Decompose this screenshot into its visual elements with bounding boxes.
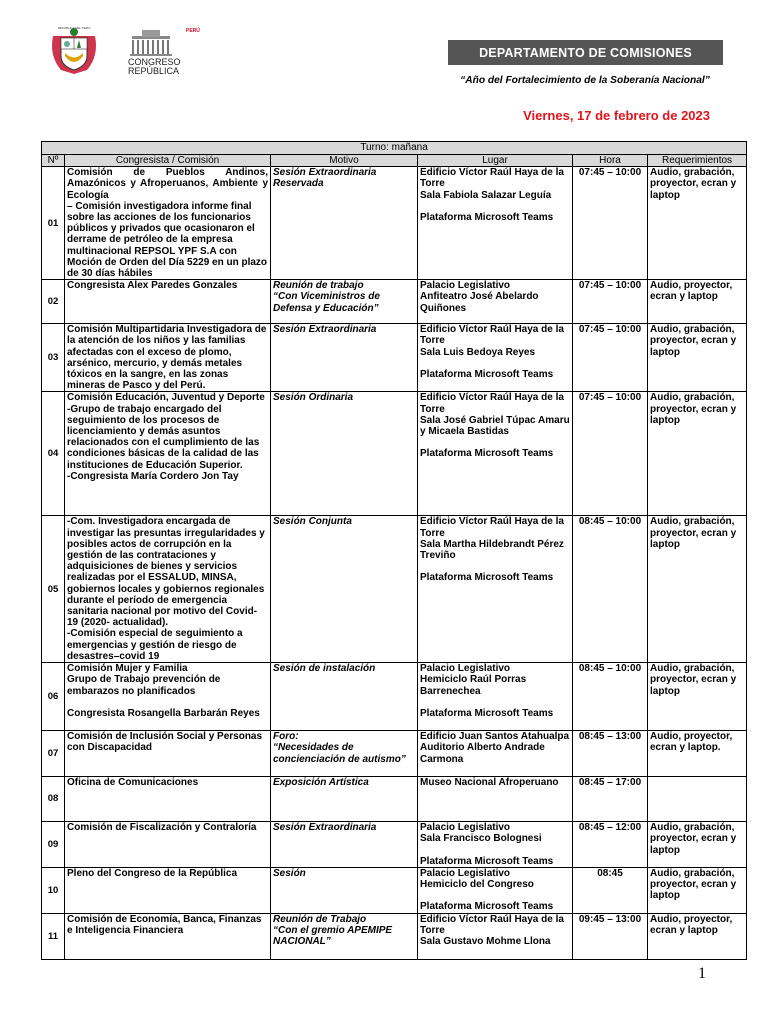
logo-top-text: PERÚ bbox=[186, 28, 200, 34]
place-text: Plataforma Microsoft Teams bbox=[420, 368, 554, 380]
commission-cell bbox=[65, 913, 271, 959]
place-cell bbox=[418, 822, 573, 868]
col-header-requirements: Requerimientos bbox=[648, 155, 747, 167]
table-header-row bbox=[42, 155, 747, 167]
place-text: Plataforma Microsoft Teams bbox=[420, 855, 554, 867]
commission-text: Comisión de Economía, Banca, Finanzas e Inteligencia Financiera bbox=[67, 913, 262, 936]
place-cell bbox=[418, 663, 573, 731]
commission-text: Comisión Mujer y Familia bbox=[67, 663, 188, 675]
commission-text: Grupo de Trabajo prevención de embarazos no planificados bbox=[67, 674, 221, 697]
place-cell bbox=[418, 392, 573, 516]
schedule-table bbox=[41, 141, 747, 960]
place-text: Plataforma Microsoft Teams bbox=[420, 707, 554, 719]
commission-cell bbox=[65, 280, 271, 324]
time-cell: 07:45 – 10:00 bbox=[573, 324, 648, 392]
place-text: Sala Fabiola Salazar Leguía bbox=[420, 189, 552, 201]
col-header-commission: Congresista / Comisión bbox=[65, 155, 271, 167]
place-cell bbox=[418, 324, 573, 392]
motive-cell bbox=[271, 731, 418, 777]
place-cell bbox=[418, 731, 573, 777]
place-text: Hemiciclo Raúl Porras Barrenechea bbox=[420, 674, 527, 697]
time-cell: 09:45 – 13:00 bbox=[573, 913, 648, 959]
motive-cell bbox=[271, 913, 418, 959]
logo-line2: REPÚBLICA bbox=[128, 66, 180, 76]
col-header-place: Lugar bbox=[418, 155, 573, 167]
motive-text: Foro: bbox=[273, 731, 299, 743]
place-cell bbox=[418, 167, 573, 280]
row-number: 04 bbox=[42, 392, 65, 516]
commission-cell bbox=[65, 663, 271, 731]
commission-text: -Grupo de trabajo encargado del seguimiento de los procesos de licenciamiento y demás asuntos relacionados con el cumplimiento de las condiciones básicas de la calidad de las instituciones de Educación Superior. bbox=[67, 403, 260, 471]
place-text: Edificio Víctor Raúl Haya de la Torre bbox=[420, 516, 564, 539]
place-cell bbox=[418, 777, 573, 822]
row-number: 08 bbox=[42, 777, 65, 822]
table-row bbox=[42, 731, 747, 777]
time-cell: 08:45 – 12:00 bbox=[573, 822, 648, 868]
row-number: 10 bbox=[42, 867, 65, 913]
commission-cell bbox=[65, 731, 271, 777]
time-cell: 08:45 – 10:00 bbox=[573, 663, 648, 731]
logo-line1: CONGRESO bbox=[128, 57, 181, 67]
place-text: Hemiciclo del Congreso bbox=[420, 878, 534, 890]
time-cell: 08:45 bbox=[573, 867, 648, 913]
time-cell: 07:45 – 10:00 bbox=[573, 167, 648, 280]
time-cell: 08:45 – 17:00 bbox=[573, 777, 648, 822]
place-text: Sala Gustavo Mohme Llona bbox=[420, 936, 551, 948]
place-text: Palacio Legislativo bbox=[420, 822, 511, 834]
place-text: Edificio Víctor Raúl Haya de la Torre bbox=[420, 392, 564, 415]
place-text: Edificio Víctor Raúl Haya de la Torre bbox=[420, 167, 564, 190]
table-row bbox=[42, 822, 747, 868]
place-text: Sala Martha Hildebrandt Pérez Treviño bbox=[420, 538, 564, 562]
commission-cell bbox=[65, 822, 271, 868]
col-header-number: Nº bbox=[42, 155, 65, 167]
shift-row bbox=[42, 142, 747, 155]
commission-text: – Comisión investigadora informe final sobre las acciones de los funcionarios públicos y privados que ocasionaron el derrame de petróleo de la empresa multinacional REPSOL YPF S.A con Moción de Orden del Día 5229 en un plazo de 30 días hábiles bbox=[67, 200, 268, 280]
requirements-cell: Audio, grabación, proyector, ecran y laptop bbox=[648, 324, 747, 392]
commission-text: Oficina de Comunicaciones bbox=[67, 777, 199, 789]
motive-cell bbox=[271, 516, 418, 663]
commission-text: Comisión Multipartidaria Investigadora de la atención de los niños y las familias afectadas con el exceso de plomo, arsénico, mercurio, y demás metales tóxicos en la sangre, en las zonas mineras de Pasco y del Perú. bbox=[67, 324, 267, 392]
commission-text: Comisión de Pueblos Andinos, Amazónicos y Afroperuanos, Ambiente y Ecología bbox=[67, 167, 268, 201]
requirements-cell: Audio, grabación, proyector, ecran y laptop bbox=[648, 822, 747, 868]
place-text: Sala Francisco Bolognesi bbox=[420, 833, 542, 845]
commission-text: Congresista Rosangella Barbarán Reyes bbox=[67, 707, 260, 719]
place-text: Palacio Legislativo bbox=[420, 867, 511, 879]
commission-text: Comisión de Inclusión Social y Personas con Discapacidad bbox=[67, 731, 263, 754]
motive-cell bbox=[271, 822, 418, 868]
commission-text: Pleno del Congreso de la República bbox=[67, 867, 238, 879]
table-row bbox=[42, 392, 747, 516]
peru-coat-of-arms-icon bbox=[47, 26, 101, 76]
requirements-cell: Audio, grabación, proyector, ecran y laptop bbox=[648, 167, 747, 280]
col-header-motive: Motivo bbox=[271, 155, 418, 167]
place-text: Anfiteatro José Abelardo Quiñones bbox=[420, 291, 539, 314]
motive-text: Sesión Ordinaria bbox=[273, 392, 354, 404]
motive-text: Sesión bbox=[273, 867, 306, 879]
motive-text: Reunión de trabajo bbox=[273, 280, 364, 292]
motive-text: “Con Viceministros de Defensa y Educación” bbox=[273, 291, 380, 314]
motive-text: Sesión Extraordinaria bbox=[273, 167, 377, 179]
requirements-cell: Audio, grabación, proyector, ecran y laptop bbox=[648, 867, 747, 913]
requirements-cell: Audio, grabación, proyector, ecran y laptop bbox=[648, 663, 747, 731]
place-text: Palacio Legislativo bbox=[420, 663, 511, 675]
commission-cell bbox=[65, 167, 271, 280]
table-row bbox=[42, 867, 747, 913]
requirements-cell: Audio, grabación, proyector, ecran y laptop bbox=[648, 392, 747, 516]
motive-text: Sesión Extraordinaria bbox=[273, 822, 377, 834]
motive-cell bbox=[271, 663, 418, 731]
congress-logo bbox=[126, 26, 200, 76]
table-row bbox=[42, 777, 747, 822]
time-cell: 08:45 – 10:00 bbox=[573, 516, 648, 663]
commission-text: Congresista Alex Paredes Gonzales bbox=[67, 280, 238, 292]
place-text: Edificio Víctor Raúl Haya de la Torre bbox=[420, 324, 564, 347]
table-row bbox=[42, 324, 747, 392]
commission-text: -Comisión especial de seguimiento a emergencias y gestión de riesgo de desastres–covid 19 bbox=[67, 628, 243, 662]
row-number: 01 bbox=[42, 167, 65, 280]
place-text: Plataforma Microsoft Teams bbox=[420, 572, 554, 584]
motive-cell bbox=[271, 867, 418, 913]
row-number: 09 bbox=[42, 822, 65, 868]
time-cell: 08:45 – 13:00 bbox=[573, 731, 648, 777]
motive-cell bbox=[271, 167, 418, 280]
commission-cell bbox=[65, 516, 271, 663]
commission-text: -Congresista María Cordero Jon Tay bbox=[67, 470, 239, 482]
place-text: Edificio Víctor Raúl Haya de la Torre bbox=[420, 913, 564, 936]
commission-cell bbox=[65, 324, 271, 392]
motive-text: Sesión Extraordinaria bbox=[273, 324, 377, 336]
motive-cell bbox=[271, 324, 418, 392]
motive-text: Reunión de Trabajo bbox=[273, 913, 367, 925]
commission-text: -Com. Investigadora encargada de investigar las presuntas irregularidades y posibles actos de corrupción en la gestión de las contrataciones y adquisiciones de bienes y servicios realizadas por el ESSALUD, MINSA, gobiernos locales y gobiernos regionales durante el período de emergencia sanitaria nacional por motivo del Covid-19 (2020- actualidad). bbox=[67, 516, 265, 629]
requirements-cell: Audio, proyector, ecran y laptop. bbox=[648, 731, 747, 777]
table-row bbox=[42, 516, 747, 663]
commission-text: Comisión de Fiscalización y Contraloría bbox=[67, 822, 257, 834]
place-text: Plataforma Microsoft Teams bbox=[420, 211, 554, 223]
motive-text: Exposición Artística bbox=[273, 777, 369, 789]
place-text: Plataforma Microsoft Teams bbox=[420, 448, 554, 460]
motive-text: “Necesidades de concienciación de autismo” bbox=[273, 742, 406, 765]
place-text: Auditorio Alberto Andrade Carmona bbox=[420, 742, 545, 765]
place-cell bbox=[418, 867, 573, 913]
place-text: Plataforma Microsoft Teams bbox=[420, 901, 554, 913]
page-number: 1 bbox=[698, 965, 706, 982]
col-header-time: Hora bbox=[573, 155, 648, 167]
requirements-cell bbox=[648, 777, 747, 822]
place-cell bbox=[418, 280, 573, 324]
time-cell: 07:45 – 10:00 bbox=[573, 392, 648, 516]
row-number: 07 bbox=[42, 731, 65, 777]
table-row bbox=[42, 663, 747, 731]
motive-text: “Con el gremio APEMIPE NACIONAL” bbox=[273, 924, 393, 948]
place-cell bbox=[418, 516, 573, 663]
year-motto: “Año del Fortalecimiento de la Soberanía Nacional” bbox=[460, 75, 710, 86]
motive-cell bbox=[271, 392, 418, 516]
shift-label: Turno: mañana bbox=[42, 142, 747, 155]
motive-text: Sesión Conjunta bbox=[273, 516, 352, 528]
commission-cell bbox=[65, 392, 271, 516]
table-row bbox=[42, 280, 747, 324]
requirements-cell: Audio, proyector, ecran y laptop bbox=[648, 913, 747, 959]
place-text: Palacio Legislativo bbox=[420, 280, 511, 292]
place-text: Museo Nacional Afroperuano bbox=[420, 777, 559, 789]
row-number: 06 bbox=[42, 663, 65, 731]
place-text: Edificio Juan Santos Atahualpa bbox=[420, 731, 570, 743]
table-row bbox=[42, 913, 747, 959]
place-cell bbox=[418, 913, 573, 959]
commission-cell bbox=[65, 777, 271, 822]
row-number: 05 bbox=[42, 516, 65, 663]
motive-cell bbox=[271, 777, 418, 822]
department-banner: DEPARTAMENTO DE COMISIONES bbox=[448, 40, 723, 65]
shield-caption: REPÚBLICA DEL PERÚ bbox=[57, 26, 91, 30]
motive-text: Reservada bbox=[273, 178, 324, 190]
row-number: 03 bbox=[42, 324, 65, 392]
commission-text: Comisión Educación, Juventud y Deporte bbox=[67, 392, 265, 404]
motive-cell bbox=[271, 280, 418, 324]
schedule-date: Viernes, 17 de febrero de 2023 bbox=[523, 108, 710, 123]
place-text: Sala Luis Bedoya Reyes bbox=[420, 346, 536, 358]
motive-text: Sesión de instalación bbox=[273, 663, 376, 675]
requirements-cell: Audio, grabación, proyector, ecran y laptop bbox=[648, 516, 747, 663]
row-number: 11 bbox=[42, 913, 65, 959]
commission-cell bbox=[65, 867, 271, 913]
place-text: Sala José Gabriel Túpac Amaru y Micaela Bastidas bbox=[420, 414, 570, 438]
time-cell: 07:45 – 10:00 bbox=[573, 280, 648, 324]
table-row bbox=[42, 167, 747, 280]
requirements-cell: Audio, proyector, ecran y laptop bbox=[648, 280, 747, 324]
row-number: 02 bbox=[42, 280, 65, 324]
